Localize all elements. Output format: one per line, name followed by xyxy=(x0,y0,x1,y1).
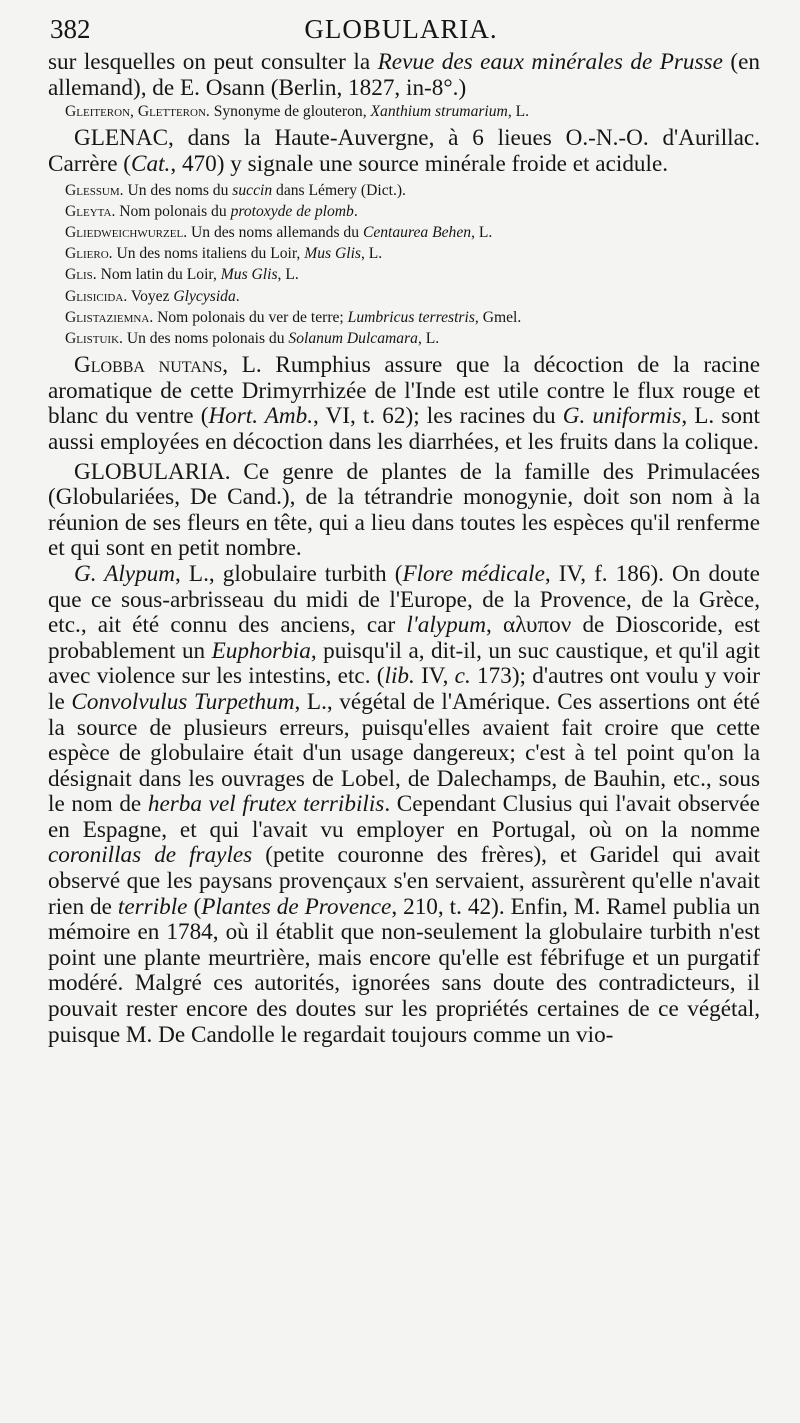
dictionary-entry: Gleyta. Nom polonais du protoxyde de plomb. xyxy=(65,202,358,220)
dictionary-entry: Glistuik. Un des noms polonais du Solanum Dulcamara, L. xyxy=(65,330,440,347)
dictionary-entry: Glessum. Un des noms du succin dans Lémery (Dict.). xyxy=(65,181,406,199)
dictionary-entry: Globba nutans, L. Rumphius assure que la décoction de la racine aromatique de cette Drimyrrhizée de l'Inde est utile contre le flux rouge et blanc du ventre (Hort. Amb., VI, t. 62); les racines du G. uniformis, L. sont aussi employées en décoction dans les diarrhées, et les fruits dans la colique. xyxy=(48,352,760,455)
dictionary-entry: Glistaziemna. Nom polonais du ver de terre; Lumbricus terrestris, Gmel. xyxy=(65,308,522,326)
page-header xyxy=(50,14,752,50)
dictionary-entry: Gliedweichwurzel. Un des noms allemands du Centaurea Behen, L. xyxy=(65,223,493,241)
page-number: 382 xyxy=(50,14,91,44)
dictionary-entry: GLENAC, dans la Haute-Auvergne, à 6 lieues O.-N.-O. d'Aurillac. Carrère (Cat., 470) y signale une source minérale froide et acidule. xyxy=(48,125,760,177)
dictionary-entry: Glisicida. Voyez Glycysida. xyxy=(65,287,240,305)
dictionary-text xyxy=(48,50,760,1048)
dictionary-entry: Gleiteron, Gletteron. Synonyme de glouteron, Xanthium strumarium, L. xyxy=(65,103,530,121)
dictionary-entry: Gliero. Un des noms italiens du Loir, Mus Glis, L. xyxy=(65,245,383,263)
dictionary-entry: G. Alypum, L., globulaire turbith (Flore médicale, IV, f. 186). On doute que ce sous-arbrisseau du midi de l'Europe, de la Provence, de la Grèce, etc., ait été connu des anciens, car l'alypum, αλυπον de Dioscoride, est probablement un Euphorbia, puisqu'il a, dit-il, un suc caustique, et qu'il agit avec violence sur les intestins, etc. (lib. IV, c. 173); d'autres ont voulu y voir le Convolvulus Turpethum, L., végétal de l'Amérique. Ces assertions ont été la source de plusieurs erreurs, puisqu'elles avaient fait croire que cette espèce de globulaire était d'un usage dangereux; c'est à tel point qu'on la désignait dans les ouvrages de Lobel, de Dalechamps, de Bauhin, etc., sous le nom de herba vel frutex terribilis. Cependant Clusius qui l'avait observée en Espagne, et qui l'avait vu employer en Portugal, où on la nomme coronillas de frayles (petite couronne des frères), et Garidel qui avait observé que les paysans provençaux s'en servaient, assurèrent qu'elle n'avait rien de terrible (Plantes de Provence, 210, t. 42). Enfin, M. Ramel publia un mémoire en 1784, où il établit que non-seulement la globulaire turbith n'est point une plante meurtrière, mais encore qu'elle est fébrifuge et un purgatif modéré. Malgré ces autorités, ignorées sans doute des contradicteurs, il pouvait rester encore des doutes sur les propriétés certaines de ce végétal, puisque M. De Candolle le regardait toujours comme un vio- xyxy=(48,560,761,1048)
dictionary-entry: GLOBULARIA. Ce genre de plantes de la famille des Primulacées (Globulariées, De Cand.), de la tétrandrie monogynie, doit son nom à la réunion de ses fleurs en tête, qui a lieu dans toutes les espèces qu'il renferme et qui sont en petit nombre. xyxy=(48,458,760,562)
dictionary-entry: Glis. Nom latin du Loir, Mus Glis, L. xyxy=(65,266,299,284)
running-title: GLOBULARIA. xyxy=(304,14,498,44)
continued-paragraph: sur lesquelles on peut consulter la Revue des eaux minérales de Prusse (en allemand), de E. Osann (Berlin, 1827, in-8°.) xyxy=(48,49,760,101)
